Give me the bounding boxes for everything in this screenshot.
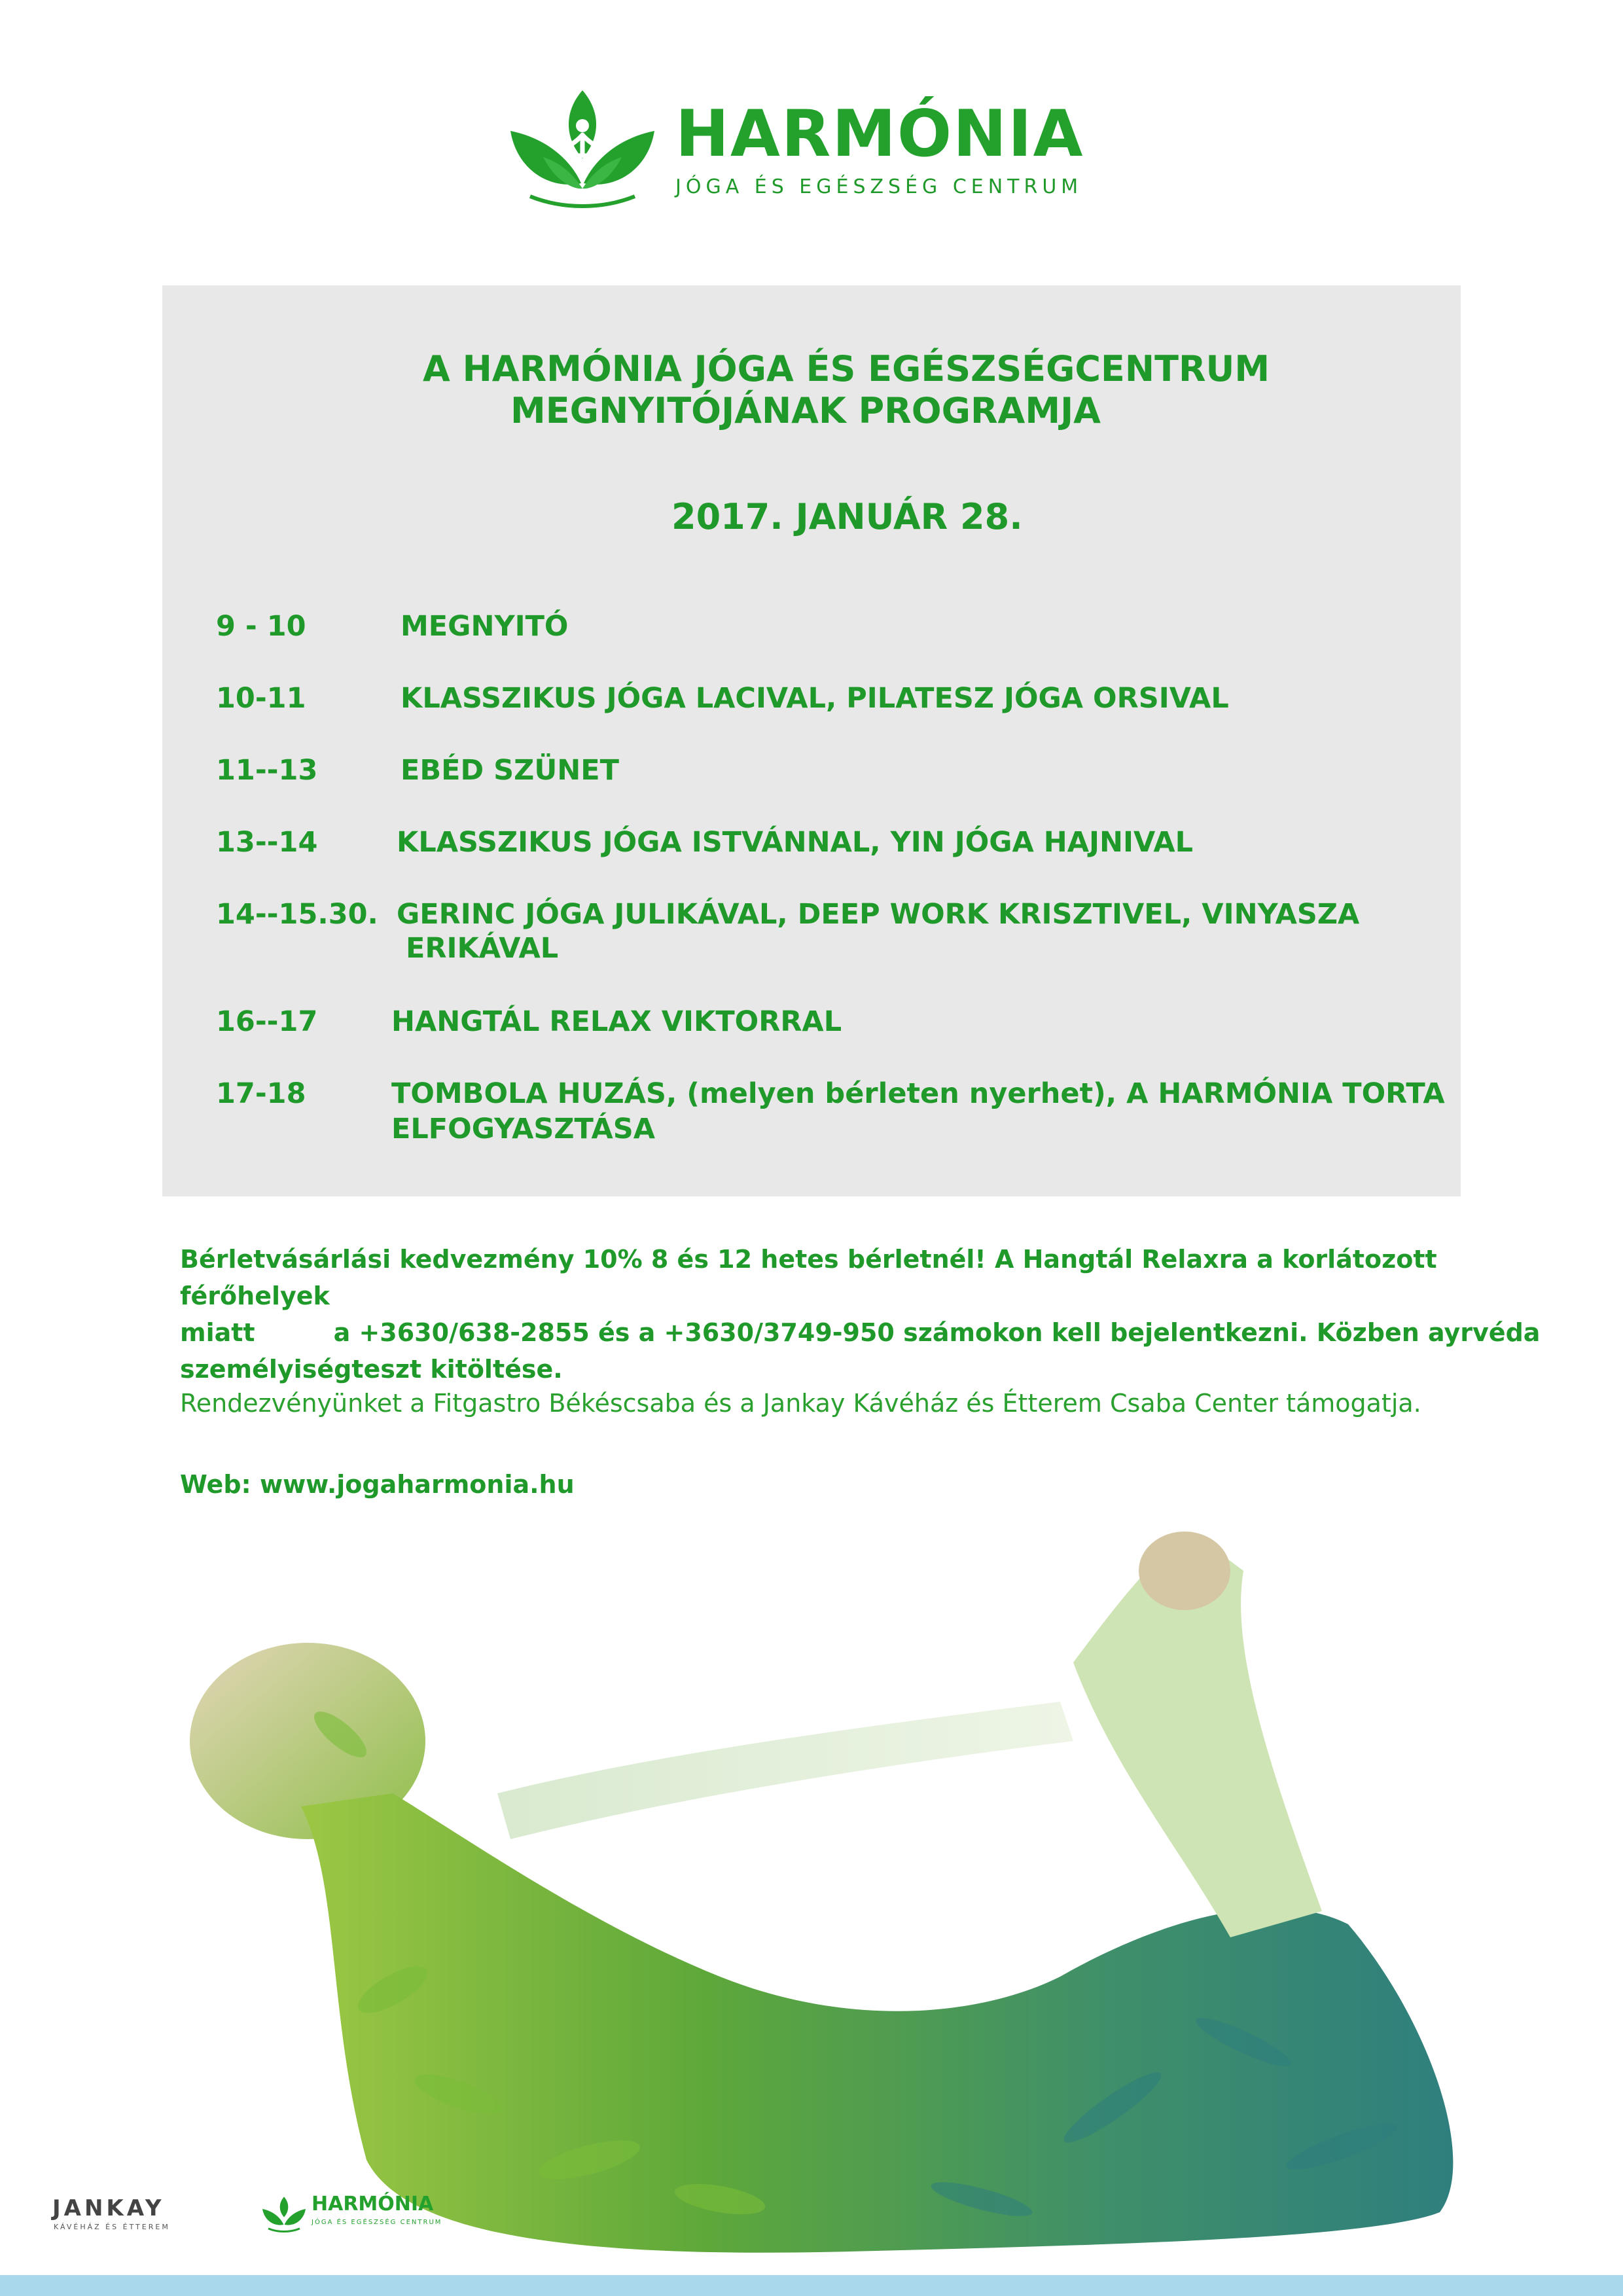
schedule-activity-continued: ELFOGYASZTÁSA [391,1113,656,1145]
schedule-activity: KLASSZIKUS JÓGA LACIVAL, PILATESZ JÓGA ORSIVAL [401,682,1229,715]
discount-line-start: miatt [180,1318,255,1347]
jankay-name: JANKAY [52,2195,165,2221]
lotus-icon [504,85,661,216]
schedule-activity: EBÉD SZÜNET [401,754,619,787]
schedule-time: 17-18 [216,1077,306,1110]
schedule-time: 16--17 [216,1005,318,1038]
schedule-time: 14--15.30. [216,898,378,931]
discount-line: személyiségteszt kitöltése. [180,1355,563,1384]
brand-tagline-small: JÓGA ÉS EGÉSZSÉG CENTRUM [312,2219,442,2226]
schedule-activity: MEGNYITÓ [401,610,569,643]
discount-line [180,1314,1541,1351]
schedule-time: 13--14 [216,826,318,859]
discount-line-phones: a +3630/638-2855 és a +3630/3749-950 számokon kell bejelentkezni. Közben ayrvéda [333,1318,1541,1347]
yoga-bow-pose-illustration [0,1518,1623,2296]
schedule-activity: GERINC JÓGA JULIKÁVAL, DEEP WORK KRISZTIVEL, VINYASZA [397,898,1360,931]
brand-name: HARMÓNIA [675,97,1084,171]
discount-notice [180,1241,1541,1388]
schedule-activity-continued: ERIKÁVAL [406,932,559,965]
lotus-icon [260,2195,308,2234]
brand-tagline: JÓGA ÉS EGÉSZSÉG CENTRUM [675,175,1083,198]
schedule-time: 9 - 10 [216,610,306,643]
program-title-line2: MEGNYITÓJÁNAK PROGRAMJA [510,390,1101,431]
harmonia-logo [504,85,1084,216]
brand-name-small: HARMÓNIA [312,2193,434,2215]
schedule-activity: TOMBOLA HUZÁS, (melyen bérleten nyerhet), A HARMÓNIA TORTA [391,1077,1445,1110]
program-date: 2017. JANUÁR 28. [671,496,1023,537]
harmonia-logo-small [260,2193,442,2238]
schedule-time: 10-11 [216,682,306,715]
discount-line: Bérletvásárlási kedvezmény 10% 8 és 12 hetes bérletnél! A Hangtál Relaxra a korlátozott férőhelyek [180,1245,1437,1310]
program-panel [162,285,1461,1196]
schedule-time: 11--13 [216,754,318,787]
sponsor-notice: Rendezvényünket a Fitgastro Békéscsaba és a Jankay Kávéház és Étterem Csaba Center támogatja. [180,1389,1421,1418]
jankay-subtitle: KÁVÉHÁZ ÉS ÉTTEREM [54,2223,170,2231]
website-link[interactable]: Web: www.jogaharmonia.hu [180,1470,575,1499]
yoga-mat [0,2275,1623,2296]
schedule-activity: KLASSZIKUS JÓGA ISTVÁNNAL, YIN JÓGA HAJNIVAL [397,826,1194,859]
schedule-activity: HANGTÁL RELAX VIKTORRAL [391,1005,842,1038]
jankay-logo [52,2195,177,2234]
program-title-line1: A HARMÓNIA JÓGA ÉS EGÉSZSÉGCENTRUM [423,348,1270,389]
